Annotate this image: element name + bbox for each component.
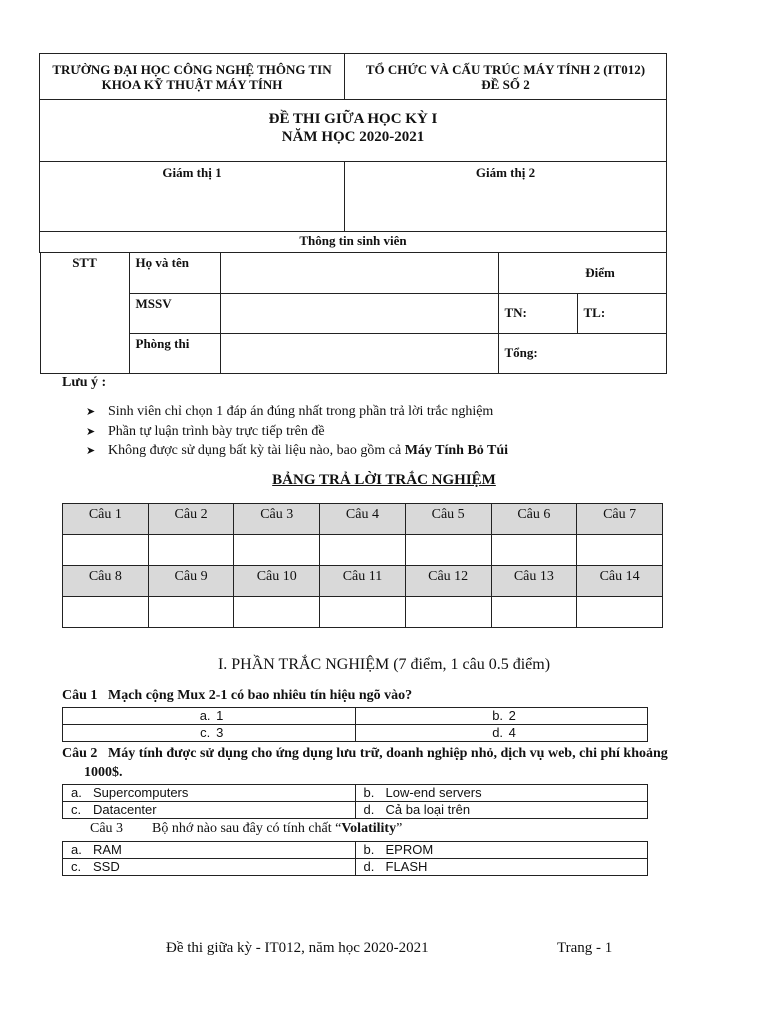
answer-cell[interactable]: [234, 535, 320, 566]
option-b[interactable]: b. EPROM: [355, 842, 648, 859]
room-field[interactable]: [220, 333, 498, 373]
exam-code: ĐỀ SỐ 2: [481, 77, 530, 92]
answer-blank-row: [63, 597, 663, 628]
question-emphasis: Volatility: [341, 821, 397, 836]
question-text: Mạch cộng Mux 2-1 có bao nhiêu tín hiệu ngõ vào?: [108, 688, 413, 703]
answer-header-cell: Câu 13: [491, 566, 577, 597]
answer-cell[interactable]: [320, 597, 406, 628]
question-2: [62, 746, 668, 762]
tn-score-label: TN:: [498, 293, 577, 333]
answer-header-cell: Câu 11: [320, 566, 406, 597]
fullname-label: Họ và tên: [129, 253, 220, 293]
faculty-name: KHOA KỸ THUẬT MÁY TÍNH: [101, 77, 283, 92]
proctor2-label: Giám thị 2: [475, 165, 536, 180]
answer-header-cell: Câu 1: [63, 504, 149, 535]
answer-header-cell: Câu 3: [234, 504, 320, 535]
answer-header-cell: Câu 8: [63, 566, 149, 597]
question-3-options: [62, 841, 648, 876]
answer-sheet-title: BẢNG TRẢ LỜI TRẮC NGHIỆM: [272, 472, 496, 488]
university-cell: [40, 54, 345, 100]
question-text: Bộ nhớ nào sau đây có tính chất “: [152, 821, 342, 836]
answer-header-cell: Câu 14: [577, 566, 663, 597]
question-label: Câu 3: [90, 821, 124, 836]
footer-page-number: Trang - 1: [557, 940, 613, 956]
answer-cell[interactable]: [491, 535, 577, 566]
question-text: Máy tính được sử dụng cho ứng dụng lưu trữ, doanh nghiệp nhỏ, dịch vụ web, chi phí khoảng: [108, 746, 668, 761]
answer-sheet-table: [62, 503, 663, 628]
option-b[interactable]: b. Low-end servers: [355, 785, 648, 802]
note-item-2: ➤ Phần tự luận trình bày trực tiếp trên đề: [86, 424, 325, 439]
answer-header-cell: Câu 9: [148, 566, 234, 597]
option-c[interactable]: c. SSD: [63, 859, 356, 876]
student-info-heading: Thông tin sinh viên: [40, 232, 667, 253]
course-name: TỔ CHỨC VÀ CẤU TRÚC MÁY TÍNH 2 (IT012): [365, 62, 646, 77]
note-item-1: ➤ Sinh viên chỉ chọn 1 đáp án đúng nhất trong phần trả lời trắc nghiệm: [86, 404, 494, 419]
section-title: PHẦN TRẮC NGHIỆM: [231, 656, 390, 673]
answer-header-cell: Câu 7: [577, 504, 663, 535]
proctor2-cell: [345, 162, 667, 232]
mssv-field[interactable]: [220, 293, 498, 333]
mssv-label: MSSV: [129, 293, 220, 333]
question-2-continuation: 1000$.: [84, 765, 123, 780]
option-b[interactable]: b. 2: [355, 708, 648, 725]
section-points: (7 điểm, 1 câu 0.5 điểm): [389, 656, 551, 673]
answer-cell[interactable]: [63, 597, 149, 628]
question-1-options: [62, 707, 648, 742]
score-label: Điểm: [585, 264, 615, 280]
notes-title: Lưu ý :: [62, 375, 107, 390]
answer-header-cell: Câu 4: [320, 504, 406, 535]
option-c[interactable]: c. 3: [63, 725, 356, 742]
question-label: Câu 2: [62, 746, 98, 761]
exam-title: ĐỀ THI GIỮA HỌC KỲ I: [268, 111, 438, 127]
arrow-bullet-icon: ➤: [86, 444, 96, 457]
option-a[interactable]: a. 1: [63, 708, 356, 725]
answer-cell[interactable]: [491, 597, 577, 628]
answer-cell[interactable]: [405, 597, 491, 628]
option-a[interactable]: a. RAM: [63, 842, 356, 859]
school-year: NĂM HỌC 2020-2021: [281, 129, 425, 145]
option-d[interactable]: d. Cả ba loại trên: [355, 802, 648, 819]
exam-title-cell: [40, 100, 667, 162]
answer-cell[interactable]: [577, 597, 663, 628]
proctor1-label: Giám thị 1: [162, 165, 222, 180]
question-1: [62, 688, 412, 704]
answer-cell[interactable]: [148, 597, 234, 628]
section-heading: [0, 656, 768, 674]
option-c[interactable]: c. Datacenter: [63, 802, 356, 819]
answer-cell[interactable]: [63, 535, 149, 566]
score-label-cell: [498, 253, 666, 293]
exam-header-table: [39, 53, 667, 374]
answer-header-cell: Câu 5: [405, 504, 491, 535]
option-a[interactable]: a. Supercomputers: [63, 785, 356, 802]
question-2-options: [62, 784, 648, 819]
answer-header-row: [63, 504, 663, 535]
answer-cell[interactable]: [405, 535, 491, 566]
calculator-emphasis: Máy Tính Bỏ Túi: [404, 443, 509, 458]
stt-cell: [40, 253, 129, 373]
answer-header-cell: Câu 10: [234, 566, 320, 597]
answer-cell[interactable]: [234, 597, 320, 628]
student-info-table: [40, 253, 667, 374]
section-number: I.: [217, 656, 232, 673]
answer-cell[interactable]: [148, 535, 234, 566]
question-label: Câu 1: [62, 688, 98, 703]
arrow-bullet-icon: ➤: [86, 425, 96, 438]
room-label: Phòng thi: [129, 333, 220, 373]
arrow-bullet-icon: ➤: [86, 405, 96, 418]
answer-header-cell: Câu 6: [491, 504, 577, 535]
answer-cell[interactable]: [320, 535, 406, 566]
option-d[interactable]: d. 4: [355, 725, 648, 742]
stt-label: STT: [72, 255, 97, 270]
answer-header-cell: Câu 12: [405, 566, 491, 597]
answer-header-cell: Câu 2: [148, 504, 234, 535]
fullname-field[interactable]: [220, 253, 498, 293]
option-d[interactable]: d. FLASH: [355, 859, 648, 876]
total-score-label: Tổng:: [498, 333, 666, 373]
proctor1-cell: [40, 162, 345, 232]
university-name: TRƯỜNG ĐẠI HỌC CÔNG NGHỆ THÔNG TIN: [52, 62, 332, 77]
course-cell: [345, 54, 667, 100]
footer-exam-info: Đề thi giữa kỳ - IT012, năm học 2020-2021: [166, 940, 429, 956]
answer-blank-row: [63, 535, 663, 566]
question-3: Câu 3 Bộ nhớ nào sau đây có tính chất “Volatility”: [90, 821, 403, 836]
answer-header-row: [63, 566, 663, 597]
note-item-3: ➤ Không được sử dụng bất kỳ tài liệu nào, bao gồm cả Máy Tính Bỏ Túi: [86, 443, 509, 458]
answer-cell[interactable]: [577, 535, 663, 566]
tl-score-label: TL:: [577, 293, 666, 333]
